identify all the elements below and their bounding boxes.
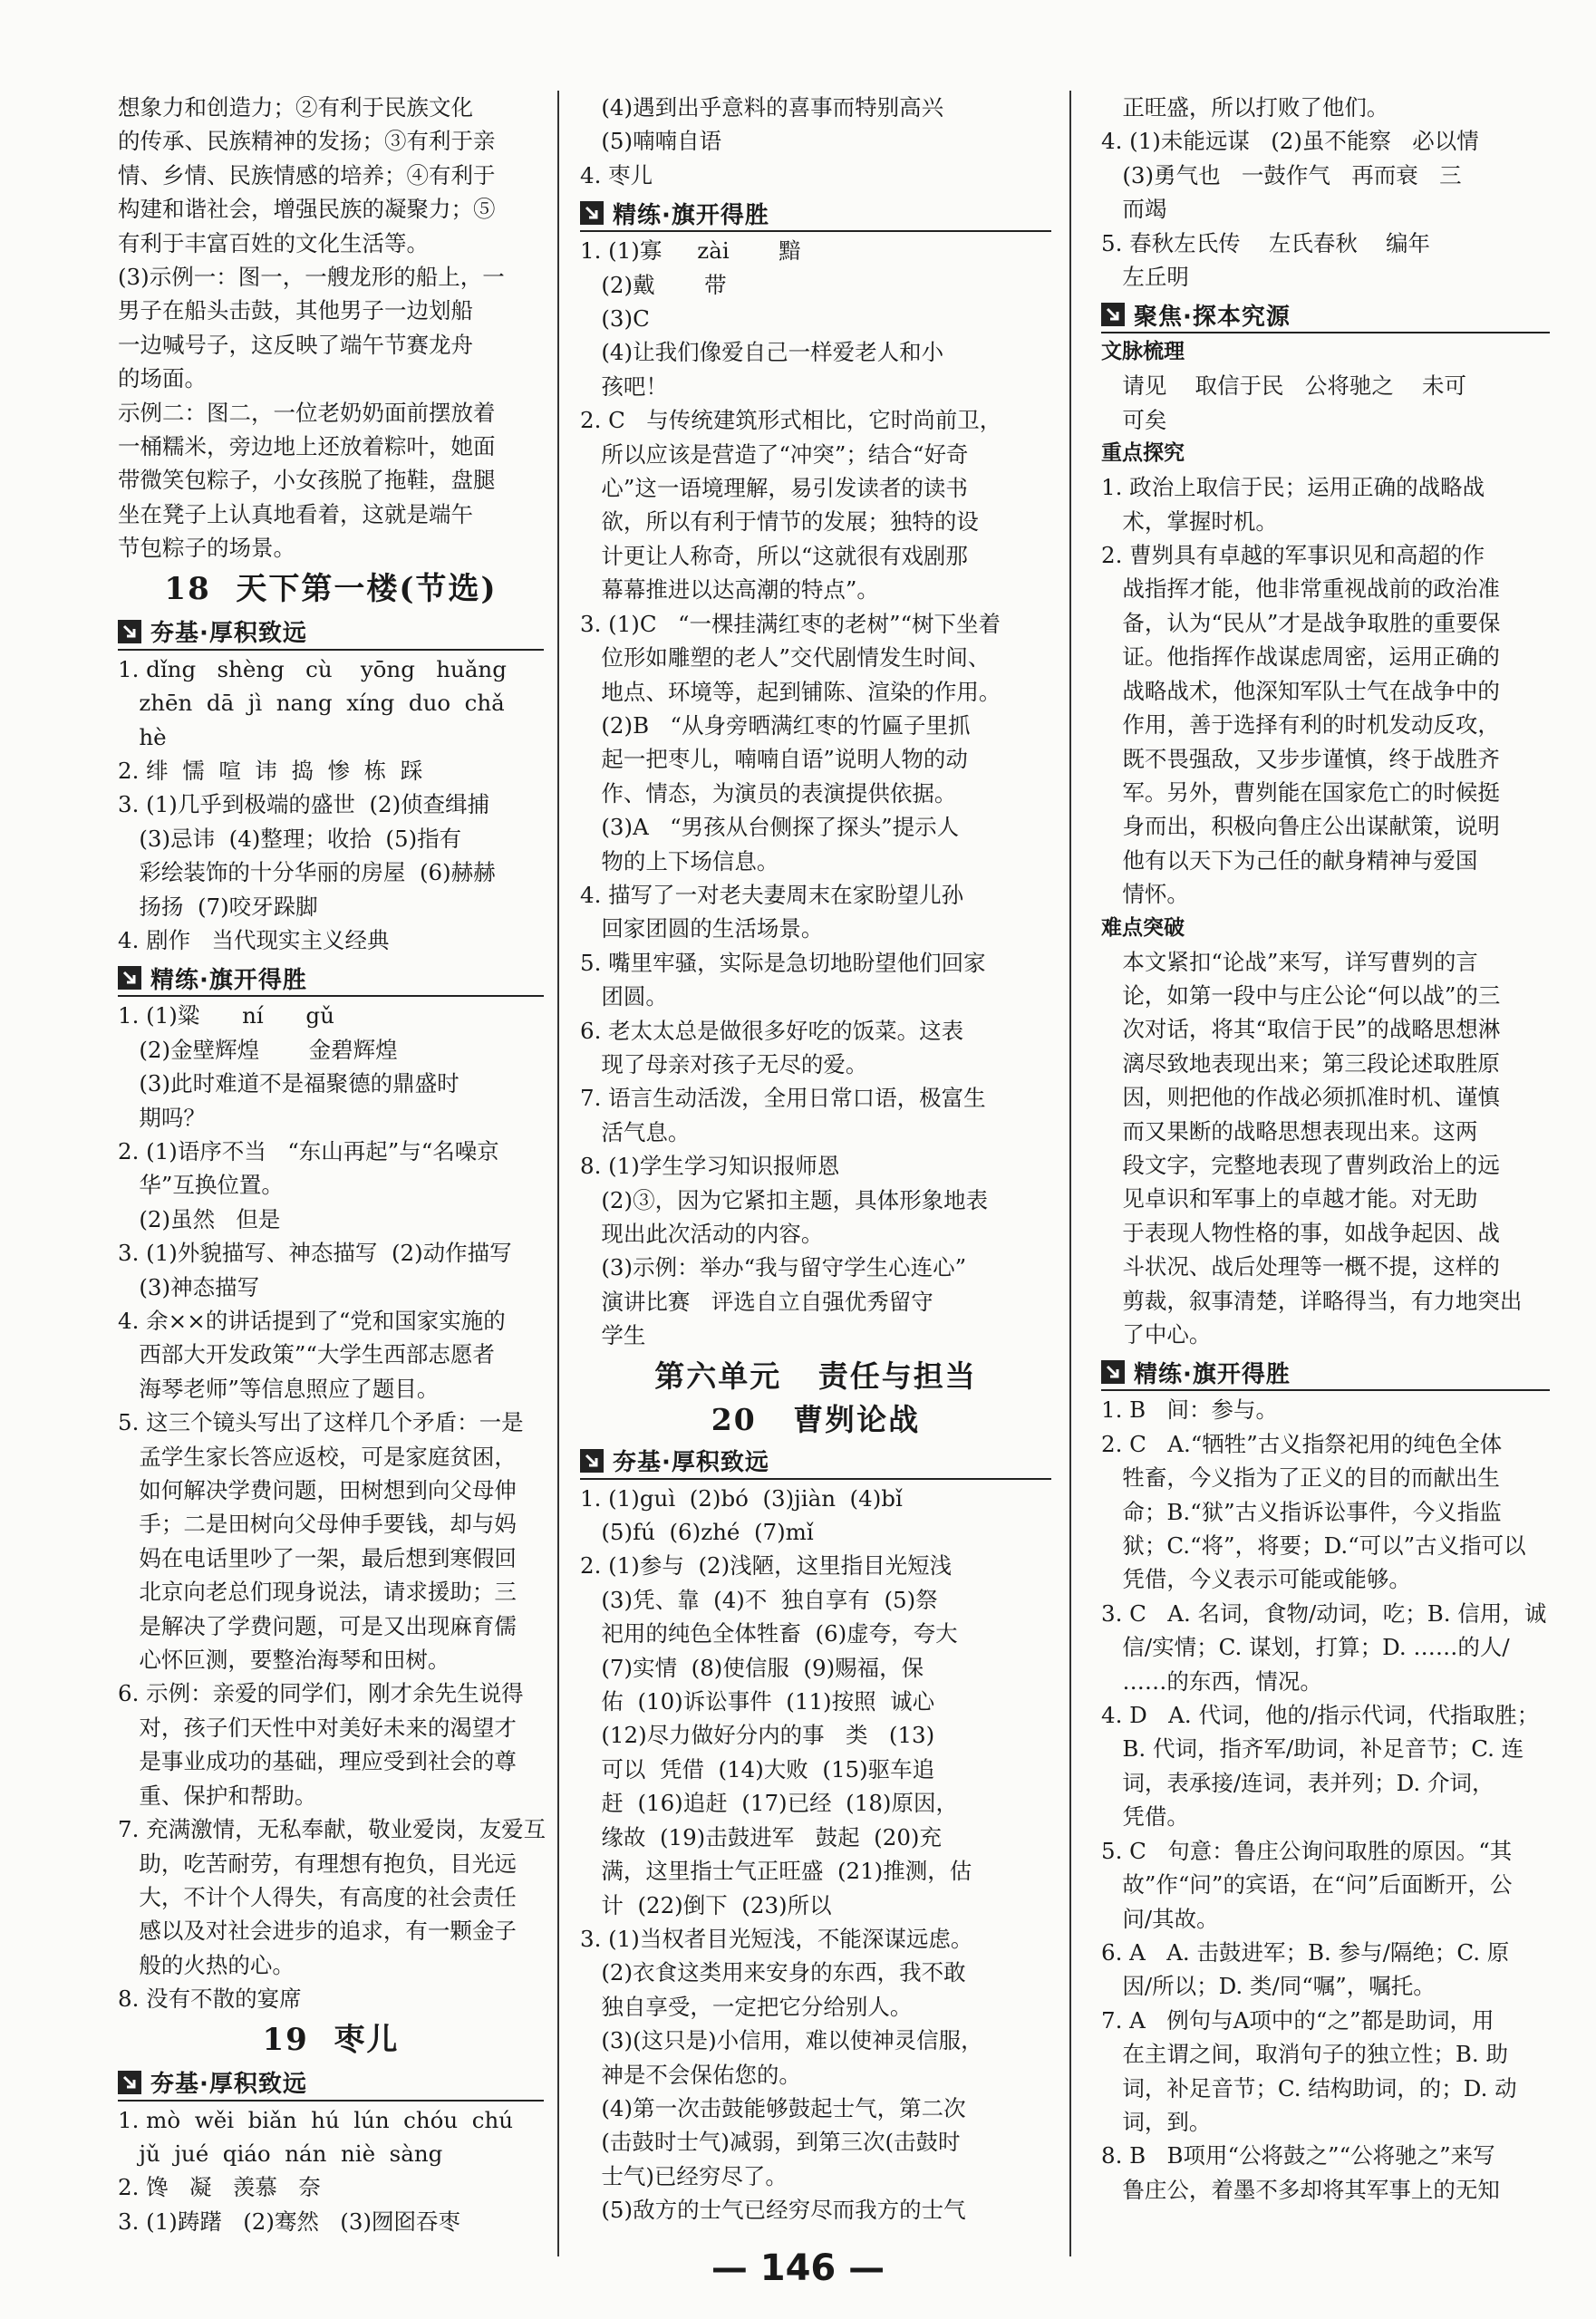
text-line: 2. 馋 凝 羡慕 奈: [118, 2174, 321, 2201]
text-line: (3)凭、靠 (4)不 独自享有 (5)祭: [580, 1586, 938, 1613]
text-line: 6. A A. 击鼓进军；B. 参与/隔绝；C. 原: [1101, 1938, 1510, 1966]
text-line: 地点、环境等，起到铺陈、渲染的作用。: [580, 678, 1001, 705]
text-line: 于表现人物性格的事，如战争起因、战: [1101, 1219, 1500, 1246]
text-line: 身而出，积极向鲁庄公出谋献策，说明: [1101, 813, 1500, 840]
text-line: 2. 曹刿具有卓越的军事识见和高超的作: [1101, 542, 1485, 569]
text-line: 7. A 例句与A项中的“之”都是助词，用: [1101, 2006, 1494, 2034]
text-line: 而竭: [1101, 196, 1167, 223]
text-line: 3. (1)C “一棵挂满红枣的老树”“树下坐着: [580, 610, 1001, 637]
text-line: zhēn dā jì nang xíng duo chǎ: [118, 690, 505, 717]
text-line: 重、保护和帮助。: [118, 1782, 317, 1809]
text-line: 西部大开发政策”“大学生西部志愿者: [118, 1341, 495, 1368]
text-line: 2. (1)语序不当 “东山再起”与“名噪京: [118, 1137, 499, 1164]
text-line: 正旺盛，所以打败了他们。: [1101, 94, 1389, 121]
text-line: 独自享受，一定把它分给别人。: [580, 1993, 913, 2020]
text-line: 缘故 (19)击鼓进军 鼓起 (20)充: [580, 1823, 942, 1850]
text-line: 故”作“问”的宾语，在“问”后面断开，公: [1101, 1871, 1513, 1899]
text-line: (5)喃喃自语: [580, 128, 722, 155]
text-line: 心”这一语境理解，易引发读者的读书: [580, 475, 968, 502]
text-line: 牲畜，今义指为了正义的目的而献出生: [1101, 1464, 1500, 1492]
text-line: 北京向老总们现身说法，请求援助；三: [118, 1579, 517, 1606]
text-line: 对，孩子们天性中对美好未来的渴望才: [118, 1714, 517, 1741]
text-line: 是解决了学费问题，可是又出现麻育儒: [118, 1612, 517, 1639]
text-line: 鲁庄公，着墨不多却将其军事上的无知: [1101, 2176, 1500, 2203]
text-line: 1. (1)粱 ní gǔ: [118, 1002, 334, 1029]
text-line: 1. dǐng shèng cù yōng huǎng: [118, 655, 507, 682]
text-line: 词，表承接/连词，表并列；D. 介词，: [1101, 1769, 1494, 1796]
text-line: 7. 语言生动活泼，全用日常口语，极富生: [580, 1085, 986, 1112]
text-line: 1. (1)guì (2)bó (3)jiàn (4)bǐ: [580, 1484, 903, 1512]
text-line: (2)衣食这类用来安身的东西，我不敢: [580, 1959, 966, 1986]
section-header: [118, 2065, 544, 2102]
text-line: 神是不会保佑您的。: [580, 2061, 801, 2088]
text-line: 5. C 句意：鲁庄公询问取胜的原因。“其: [1101, 1837, 1513, 1864]
text-line: (5)敌方的士气已经穷尽而我方的士气: [580, 2197, 966, 2224]
text-line: 左丘明: [1101, 264, 1189, 291]
text-line: 而又果断的战略思想表现出来。这两: [1101, 1117, 1478, 1145]
text-line: (3)示例一：图一，一艘龙形的船上，一: [118, 264, 505, 291]
text-line: 请见 取信于民 公将驰之 未可: [1101, 372, 1467, 400]
text-line: jǔ jué qiáo nán niè sàng: [118, 2140, 443, 2167]
text-line: 8. 没有不散的宴席: [118, 1986, 302, 2013]
text-line: 次对话，将其“取信于民”的战略思想淋: [1101, 1016, 1501, 1043]
text-line: 的场面。: [118, 365, 207, 392]
text-line: 现出此次活动的内容。: [580, 1221, 824, 1247]
text-line: 4. 余××的讲话提到了“党和国家实施的: [118, 1308, 506, 1334]
text-line: 彩绘装饰的十分华丽的房屋 (6)赫赫: [118, 859, 496, 886]
text-line: 感以及对社会进步的追求，有一颗金子: [118, 1918, 517, 1945]
text-line: (3)此时难道不是福聚德的鼎盛时: [118, 1070, 459, 1097]
subheading: 重点探究: [1101, 441, 1185, 466]
text-line: 论，如第一段中与庄公论“何以战”的三: [1101, 981, 1501, 1009]
text-line: (3)示例：举办“我与留守学生心连心”: [580, 1254, 967, 1281]
text-line: B. 代词，指齐军/助词，补足音节；C. 连: [1101, 1735, 1524, 1763]
text-line: 问/其故。: [1101, 1905, 1219, 1932]
text-line: 作用，善于选择有利的时机发动反攻，: [1101, 711, 1500, 739]
text-line: hè: [118, 723, 167, 750]
text-line: 战指挥才能，他非常重视战前的政治准: [1101, 575, 1500, 603]
text-line: 期吗？: [118, 1104, 206, 1131]
text-line: (5)fú (6)zhé (7)mǐ: [580, 1519, 814, 1546]
text-line: (12)尽力做好分内的事 类 (13): [580, 1722, 935, 1749]
text-line: 狱；C.“将”，将要；D.“可以”古义指可以: [1101, 1532, 1526, 1560]
subheading: 文脉梳理: [1101, 340, 1185, 364]
text-line: 4. 剧作 当代现实主义经典: [118, 926, 390, 953]
text-line: (2)虽然 但是: [118, 1205, 281, 1232]
text-line: 4. 描写了一对老夫妻周末在家盼望儿孙: [580, 881, 964, 908]
column-divider-left: [557, 91, 559, 2256]
column-left: [118, 91, 547, 2238]
lesson-title: 19 枣儿: [262, 2021, 400, 2058]
page-number: — 146 —: [711, 2247, 885, 2289]
text-line: 词，补足音节；C. 结构助词，的；D. 动: [1101, 2074, 1517, 2102]
text-line: 有利于丰富百姓的文化生活等。: [118, 229, 429, 256]
text-line: 孟学生家长答应返校，可是家庭贫困，: [118, 1443, 517, 1470]
text-line: 想象力和创造力；②有利于民族文化: [118, 94, 473, 121]
text-line: 凭借，今义表示可能或能够。: [1101, 1566, 1411, 1593]
text-line: 5. 嘴里牢骚，实际是急切地盼望他们回家: [580, 949, 986, 976]
text-line: 坐在凳子上认真地看着，这就是端午: [118, 500, 473, 527]
section-header: [118, 614, 544, 651]
text-line: 活气息。: [580, 1118, 691, 1145]
text-line: 物的上下场信息。: [580, 847, 779, 874]
section-title: 精练·旗开得胜: [1134, 1360, 1291, 1388]
text-line: 的传承、民族精神的发扬；③有利于亲: [118, 128, 496, 155]
text-line: 因/所以；D. 类/同“嘱”，嘱托。: [1101, 1973, 1436, 2000]
text-line: 计 (22)倒下 (23)所以: [580, 1891, 832, 1918]
text-line: 6. 老太太总是做很多好吃的饭菜。这表: [580, 1017, 964, 1044]
text-line: 4. 枣儿: [580, 161, 653, 188]
text-line: 凭借。: [1101, 1803, 1189, 1831]
column-middle: [580, 91, 1051, 2227]
text-line: 段文字，完整地表现了曹刿政治上的远: [1101, 1151, 1500, 1178]
text-line: 孩吧！: [580, 372, 668, 400]
text-line: 扬扬 (7)咬牙跺脚: [118, 893, 318, 920]
text-line: 团圆。: [580, 983, 668, 1010]
text-line: 构建和谐社会，增强民族的凝聚力；⑤: [118, 196, 496, 223]
section-title: 夯基·厚积致远: [150, 2071, 307, 2099]
arrow-box-icon: [1101, 1360, 1125, 1384]
text-line: 7. 充满激情，无私奉献，敬业爱岗，友爱互: [118, 1816, 547, 1843]
text-line: 示例二：图二，一位老奶奶面前摆放着: [118, 399, 496, 426]
text-line: (3)(这只是)小信用，难以使神灵信服，: [580, 2027, 983, 2054]
text-line: (7)实情 (8)使信服 (9)赐福，保: [580, 1654, 924, 1681]
text-line: 赶 (16)追赶 (17)已经 (18)原因，: [580, 1790, 958, 1817]
text-line: (2)戴 带: [580, 271, 727, 298]
text-line: 节包粽子的场景。: [118, 535, 295, 562]
text-line: 信/实情；C. 谋划，打算；D. ……的人/: [1101, 1634, 1510, 1661]
text-line: 在主谓之间，取消句子的独立性；B. 助: [1101, 2041, 1508, 2068]
section-title: 聚焦·探本究源: [1134, 303, 1291, 331]
text-line: 既不畏强敌，又步步谨慎，终于战胜齐: [1101, 745, 1500, 772]
text-line: 军。另外，曹刿能在国家危亡的时候挺: [1101, 778, 1500, 806]
text-line: 3. (1)当权者目光短浅，不能深谋远虑。: [580, 1925, 973, 1952]
column-right: [1101, 91, 1550, 2207]
text-line: 一桶糯米，旁边地上还放着粽叶，她面: [118, 433, 496, 460]
text-line: 可以 凭借 (14)大败 (15)驱车追: [580, 1755, 935, 1783]
subheading: 难点突破: [1101, 915, 1185, 940]
text-line: 满，这里指士气正旺盛 (21)推测，估: [580, 1858, 972, 1885]
arrow-box-icon: [118, 620, 141, 643]
text-line: 学生: [580, 1322, 646, 1349]
text-line: 2. C A.“牺牲”古义指祭祀用的纯色全体: [1101, 1430, 1503, 1457]
text-line: 8. B B项用“公将鼓之”“公将驰之”来写: [1101, 2142, 1495, 2169]
arrow-box-icon: [1101, 303, 1125, 326]
text-line: 8. (1)学生学习知识报师恩: [580, 1153, 840, 1180]
text-line: (2)B “从身旁晒满红枣的竹匾子里抓: [580, 711, 971, 739]
text-line: 一边喊号子，这反映了端午节赛龙舟: [118, 331, 473, 358]
text-line: 备，认为“民从”才是战争取胜的重要保: [1101, 609, 1501, 636]
lesson-title: 18 天下第一楼(节选): [164, 570, 498, 607]
text-line: 4. D A. 代词，他的/指示代词，代指取胜；: [1101, 1702, 1540, 1729]
text-line: 命；B.“狱”古义指诉讼事件，今义指监: [1101, 1498, 1502, 1525]
text-line: 欲，所以有利于情节的发展；独特的设: [580, 508, 979, 536]
text-line: 祀用的纯色全体牲畜 (6)虚夸，夸大: [580, 1620, 958, 1647]
text-line: 如何解决学费问题，田树想到向父母伸: [118, 1477, 517, 1504]
text-line: 位形如雕塑的老人”交代剧情发生时间、: [580, 644, 991, 672]
text-line: (4)第一次击鼓能够鼓起士气，第二次: [580, 2094, 966, 2121]
text-line: 1. 政治上取信于民；运用正确的战略战: [1101, 474, 1485, 501]
section-header: [118, 961, 544, 997]
text-line: 幕幕推进以达高潮的特点”。: [580, 576, 879, 604]
text-line: 漓尽致地表现出来；第三段论述取胜原: [1101, 1049, 1500, 1077]
text-line: 情、乡情、民族情感的培养；④有利于: [118, 161, 496, 188]
text-line: 是事业成功的基础，理应受到社会的尊: [118, 1748, 517, 1775]
text-line: 6. 示例：亲爱的同学们，刚才余先生说得: [118, 1680, 524, 1707]
text-line: 现了母亲对孩子无尽的爱。: [580, 1050, 868, 1077]
text-line: 所以应该是营造了“冲突”；结合“好奇: [580, 440, 969, 468]
text-line: (3)C: [580, 305, 650, 333]
text-line: 见卓识和军事上的卓越才能。对无助: [1101, 1185, 1478, 1213]
text-line: 海琴老师”等信息照应了题目。: [118, 1375, 440, 1402]
text-line: 剪裁，叙事清楚，详略得当，有力地突出: [1101, 1287, 1523, 1314]
text-line: 作、情态，为演员的表演提供依据。: [580, 779, 957, 807]
text-line: 手；二是田树向父母伸手要钱，却与妈: [118, 1511, 517, 1538]
text-line: 他有以天下为己任的献身精神与爱国: [1101, 846, 1478, 874]
arrow-box-icon: [118, 2071, 141, 2094]
text-line: 3. (1)外貌描写、神态描写 (2)动作描写: [118, 1240, 512, 1267]
text-line: 可矣: [1101, 406, 1167, 433]
text-line: 男子在船头击鼓，其他男子一边划船: [118, 297, 473, 324]
section-header: [580, 1444, 1051, 1480]
text-line: (击鼓时士气)减弱，到第三次(击鼓时: [580, 2129, 961, 2156]
text-line: 佑 (10)诉讼事件 (11)按照 诚心: [580, 1688, 935, 1715]
text-line: 1. B 间：参与。: [1101, 1396, 1279, 1424]
text-line: (3)神态描写: [118, 1273, 260, 1300]
section-title: 精练·旗开得胜: [613, 201, 769, 229]
text-line: 5. 这三个镜头写出了这样几个矛盾：一是: [118, 1409, 524, 1436]
text-line: 2. 绯 懦 喧 讳 捣 惨 栋 踩: [118, 757, 423, 784]
text-line: 证。他指挥作战谋虑周密，运用正确的: [1101, 643, 1500, 671]
text-line: 本文紧扣“论战”来写，详写曹刿的言: [1101, 948, 1478, 975]
text-line: 了中心。: [1101, 1321, 1212, 1348]
text-line: 大，不计个人得失，有高度的社会责任: [118, 1883, 517, 1910]
text-line: 3. (1)踌躇 (2)骞然 (3)囫囵吞枣: [118, 2208, 461, 2235]
text-line: 5. 春秋左氏传 左氏春秋 编年: [1101, 229, 1430, 256]
text-line: ……的东西，情况。: [1101, 1667, 1322, 1695]
section-header: [1101, 1355, 1550, 1391]
text-line: 带微笑包粽子，小女孩脱了拖鞋，盘腿: [118, 467, 496, 494]
text-line: 1. mò wěi biǎn hú lún chóu chú: [118, 2106, 514, 2133]
text-line: 华”互换位置。: [118, 1172, 284, 1199]
text-line: (3)勇气也 一鼓作气 再而衰 三: [1101, 161, 1462, 188]
text-line: 4. (1)未能远谋 (2)虽不能察 必以情: [1101, 128, 1479, 155]
text-line: 词，到。: [1101, 2108, 1212, 2135]
unit-title: 20 曹刿论战: [711, 1401, 921, 1437]
text-line: 般的火热的心。: [118, 1951, 295, 1978]
text-line: 3. C A. 名词，食物/动词，吃；B. 信用，诚: [1101, 1599, 1547, 1627]
arrow-box-icon: [118, 966, 141, 990]
section-header: [580, 196, 1051, 232]
arrow-box-icon: [580, 1449, 604, 1473]
section-title: 夯基·厚积致远: [150, 620, 307, 648]
unit-title: 第六单元 责任与担当: [654, 1358, 977, 1394]
text-line: (3)忌讳 (4)整理；收拾 (5)指有: [118, 825, 462, 852]
text-line: 3. (1)几乎到极端的盛世 (2)侦查缉捕: [118, 791, 490, 818]
text-line: 助，吃苦耐劳，有理想有抱负，目光远: [118, 1850, 517, 1877]
text-line: (2)③，因为它紧扣主题，具体形象地表: [580, 1186, 989, 1213]
text-line: 2. (1)参与 (2)浅陋，这里指目光短浅: [580, 1552, 953, 1580]
text-line: 妈在电话里吵了一架，最后想到寒假回: [118, 1544, 517, 1571]
text-line: 情怀。: [1101, 881, 1189, 908]
section-title: 精练·旗开得胜: [150, 966, 307, 994]
text-line: (4)遇到出乎意料的喜事而特别高兴: [580, 94, 944, 121]
text-line: 术，掌握时机。: [1101, 507, 1278, 535]
section-title: 夯基·厚积致远: [613, 1449, 769, 1477]
text-line: (2)金壁辉煌 金碧辉煌: [118, 1036, 398, 1063]
text-line: 起一把枣儿，喃喃自语”说明人物的动: [580, 746, 968, 773]
text-line: 斗状况、战后处理等一概不提，这样的: [1101, 1253, 1500, 1280]
text-line: 计更让人称奇，所以“这就很有戏剧那: [580, 542, 968, 569]
text-line: 回家团圆的生活场景。: [580, 915, 824, 942]
text-line: 战略战术，他深知军队士气在战争中的: [1101, 677, 1500, 704]
section-header: [1101, 297, 1550, 333]
text-line: (4)让我们像爱自己一样爱老人和小: [580, 339, 944, 366]
text-line: 1. (1)寡 zài 黯: [580, 237, 801, 265]
text-line: 演讲比赛 评选自立自强优秀留守: [580, 1288, 933, 1315]
column-divider-right: [1069, 91, 1071, 2256]
text-line: 心怀叵测，要整治海琴和田树。: [118, 1647, 450, 1674]
text-line: (3)A “男孩从台侧探了探头”提示人: [580, 814, 960, 841]
text-line: 2. C 与传统建筑形式相比，它时尚前卫，: [580, 407, 1002, 434]
arrow-box-icon: [580, 201, 604, 225]
text-line: 因，则把他的作战必须抓准时机、谨慎: [1101, 1084, 1500, 1111]
text-line: 士气)已经穷尽了。: [580, 2162, 788, 2189]
